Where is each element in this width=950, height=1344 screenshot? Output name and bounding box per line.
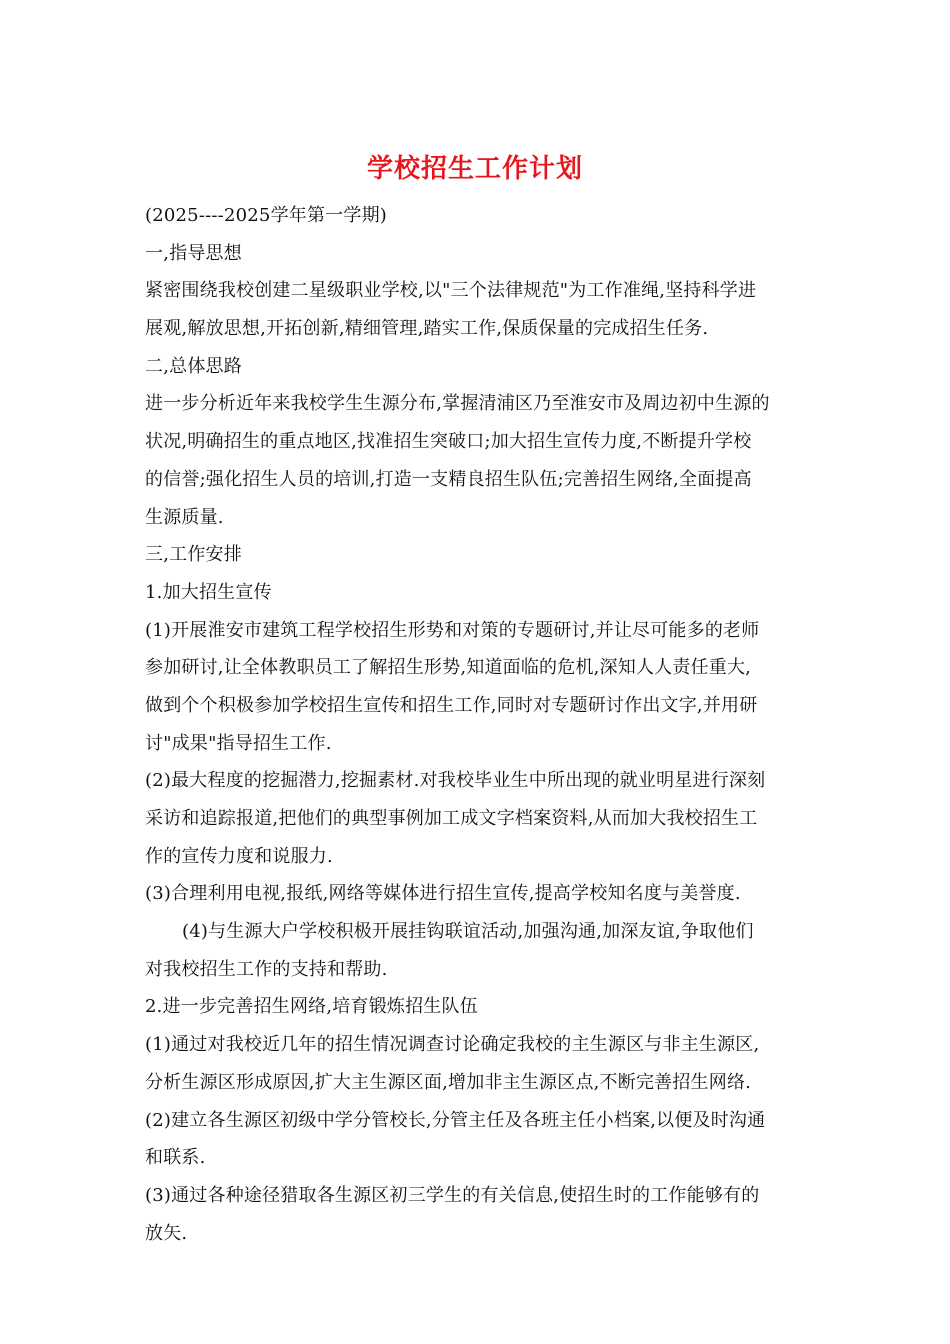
paragraph-line: 讨"成果"指导招生工作. xyxy=(145,732,332,754)
paragraph-line: (3)合理利用电视,报纸,网络等媒体进行招生宣传,提高学校知名度与美誉度. xyxy=(145,883,741,905)
section-heading-overall-approach: 二,总体思路 xyxy=(145,355,242,377)
paragraph-line: 参加研讨,让全体教职员工了解招生形势,知道面临的危机,深知人人责任重大, xyxy=(145,657,752,679)
document-title: 学校招生工作计划 xyxy=(366,154,583,184)
paragraph-line: (2)建立各生源区初级中学分管校长,分管主任及各班主任小档案,以便及时沟通 xyxy=(145,1109,766,1131)
paragraph-line: (1)通过对我校近几年的招生情况调查讨论确定我校的主生源区与非主生源区, xyxy=(145,1034,760,1056)
paragraph-line: 放矢. xyxy=(145,1222,188,1244)
paragraph-line: (1)开展淮安市建筑工程学校招生形势和对策的专题研讨,并让尽可能多的老师 xyxy=(145,619,760,641)
section-heading-guiding-thought: 一,指导思想 xyxy=(145,242,242,264)
paragraph-line: (4)与生源大户学校积极开展挂钩联谊活动,加强沟通,加深友谊,争取他们 xyxy=(182,921,754,943)
paragraph-line: 状况,明确招生的重点地区,找准招生突破口;加大招生宣传力度,不断提升学校 xyxy=(145,431,752,453)
paragraph-line: (3)通过各种途径猎取各生源区初三学生的有关信息,使招生时的工作能够有的 xyxy=(145,1184,760,1206)
paragraph-line: 分析生源区形成原因,扩大主生源区面,增加非主生源区点,不断完善招生网络. xyxy=(145,1071,752,1093)
document-body xyxy=(145,197,813,1252)
paragraph-line: (2)最大程度的挖掘潜力,挖掘素材.对我校毕业生中所出现的就业明星进行深刻 xyxy=(145,770,766,792)
paragraph-line: 和联系. xyxy=(145,1147,206,1169)
semester-line: (2025----2025学年第一学期) xyxy=(145,205,387,226)
subsection-heading-publicity: 1.加大招生宣传 xyxy=(145,581,272,603)
paragraph-line: 紧密围绕我校创建二星级职业学校,以"三个法律规范"为工作准绳,坚持科学进 xyxy=(145,280,757,302)
section-heading-work-arrangement: 三,工作安排 xyxy=(145,544,242,566)
paragraph-line: 的信誉;强化招生人员的培训,打造一支精良招生队伍;完善招生网络,全面提高 xyxy=(145,468,752,490)
paragraph-line: 对我校招生工作的支持和帮助. xyxy=(145,958,388,980)
subsection-heading-network: 2.进一步完善招生网络,培育锻炼招生队伍 xyxy=(145,996,478,1018)
paragraph-line: 做到个个积极参加学校招生宣传和招生工作,同时对专题研讨作出文字,并用研 xyxy=(145,694,758,716)
paragraph-line: 采访和追踪报道,把他们的典型事例加工成文字档案资料,从而加大我校招生工 xyxy=(145,808,758,829)
paragraph-line: 作的宣传力度和说服力. xyxy=(145,845,333,867)
paragraph-line: 生源质量. xyxy=(145,506,224,528)
paragraph-line: 进一步分析近年来我校学生生源分布,掌握清浦区乃至淮安市及周边初中生源的 xyxy=(145,393,770,415)
paragraph-line: 展观,解放思想,开拓创新,精细管理,踏实工作,保质保量的完成招生任务. xyxy=(145,318,709,340)
